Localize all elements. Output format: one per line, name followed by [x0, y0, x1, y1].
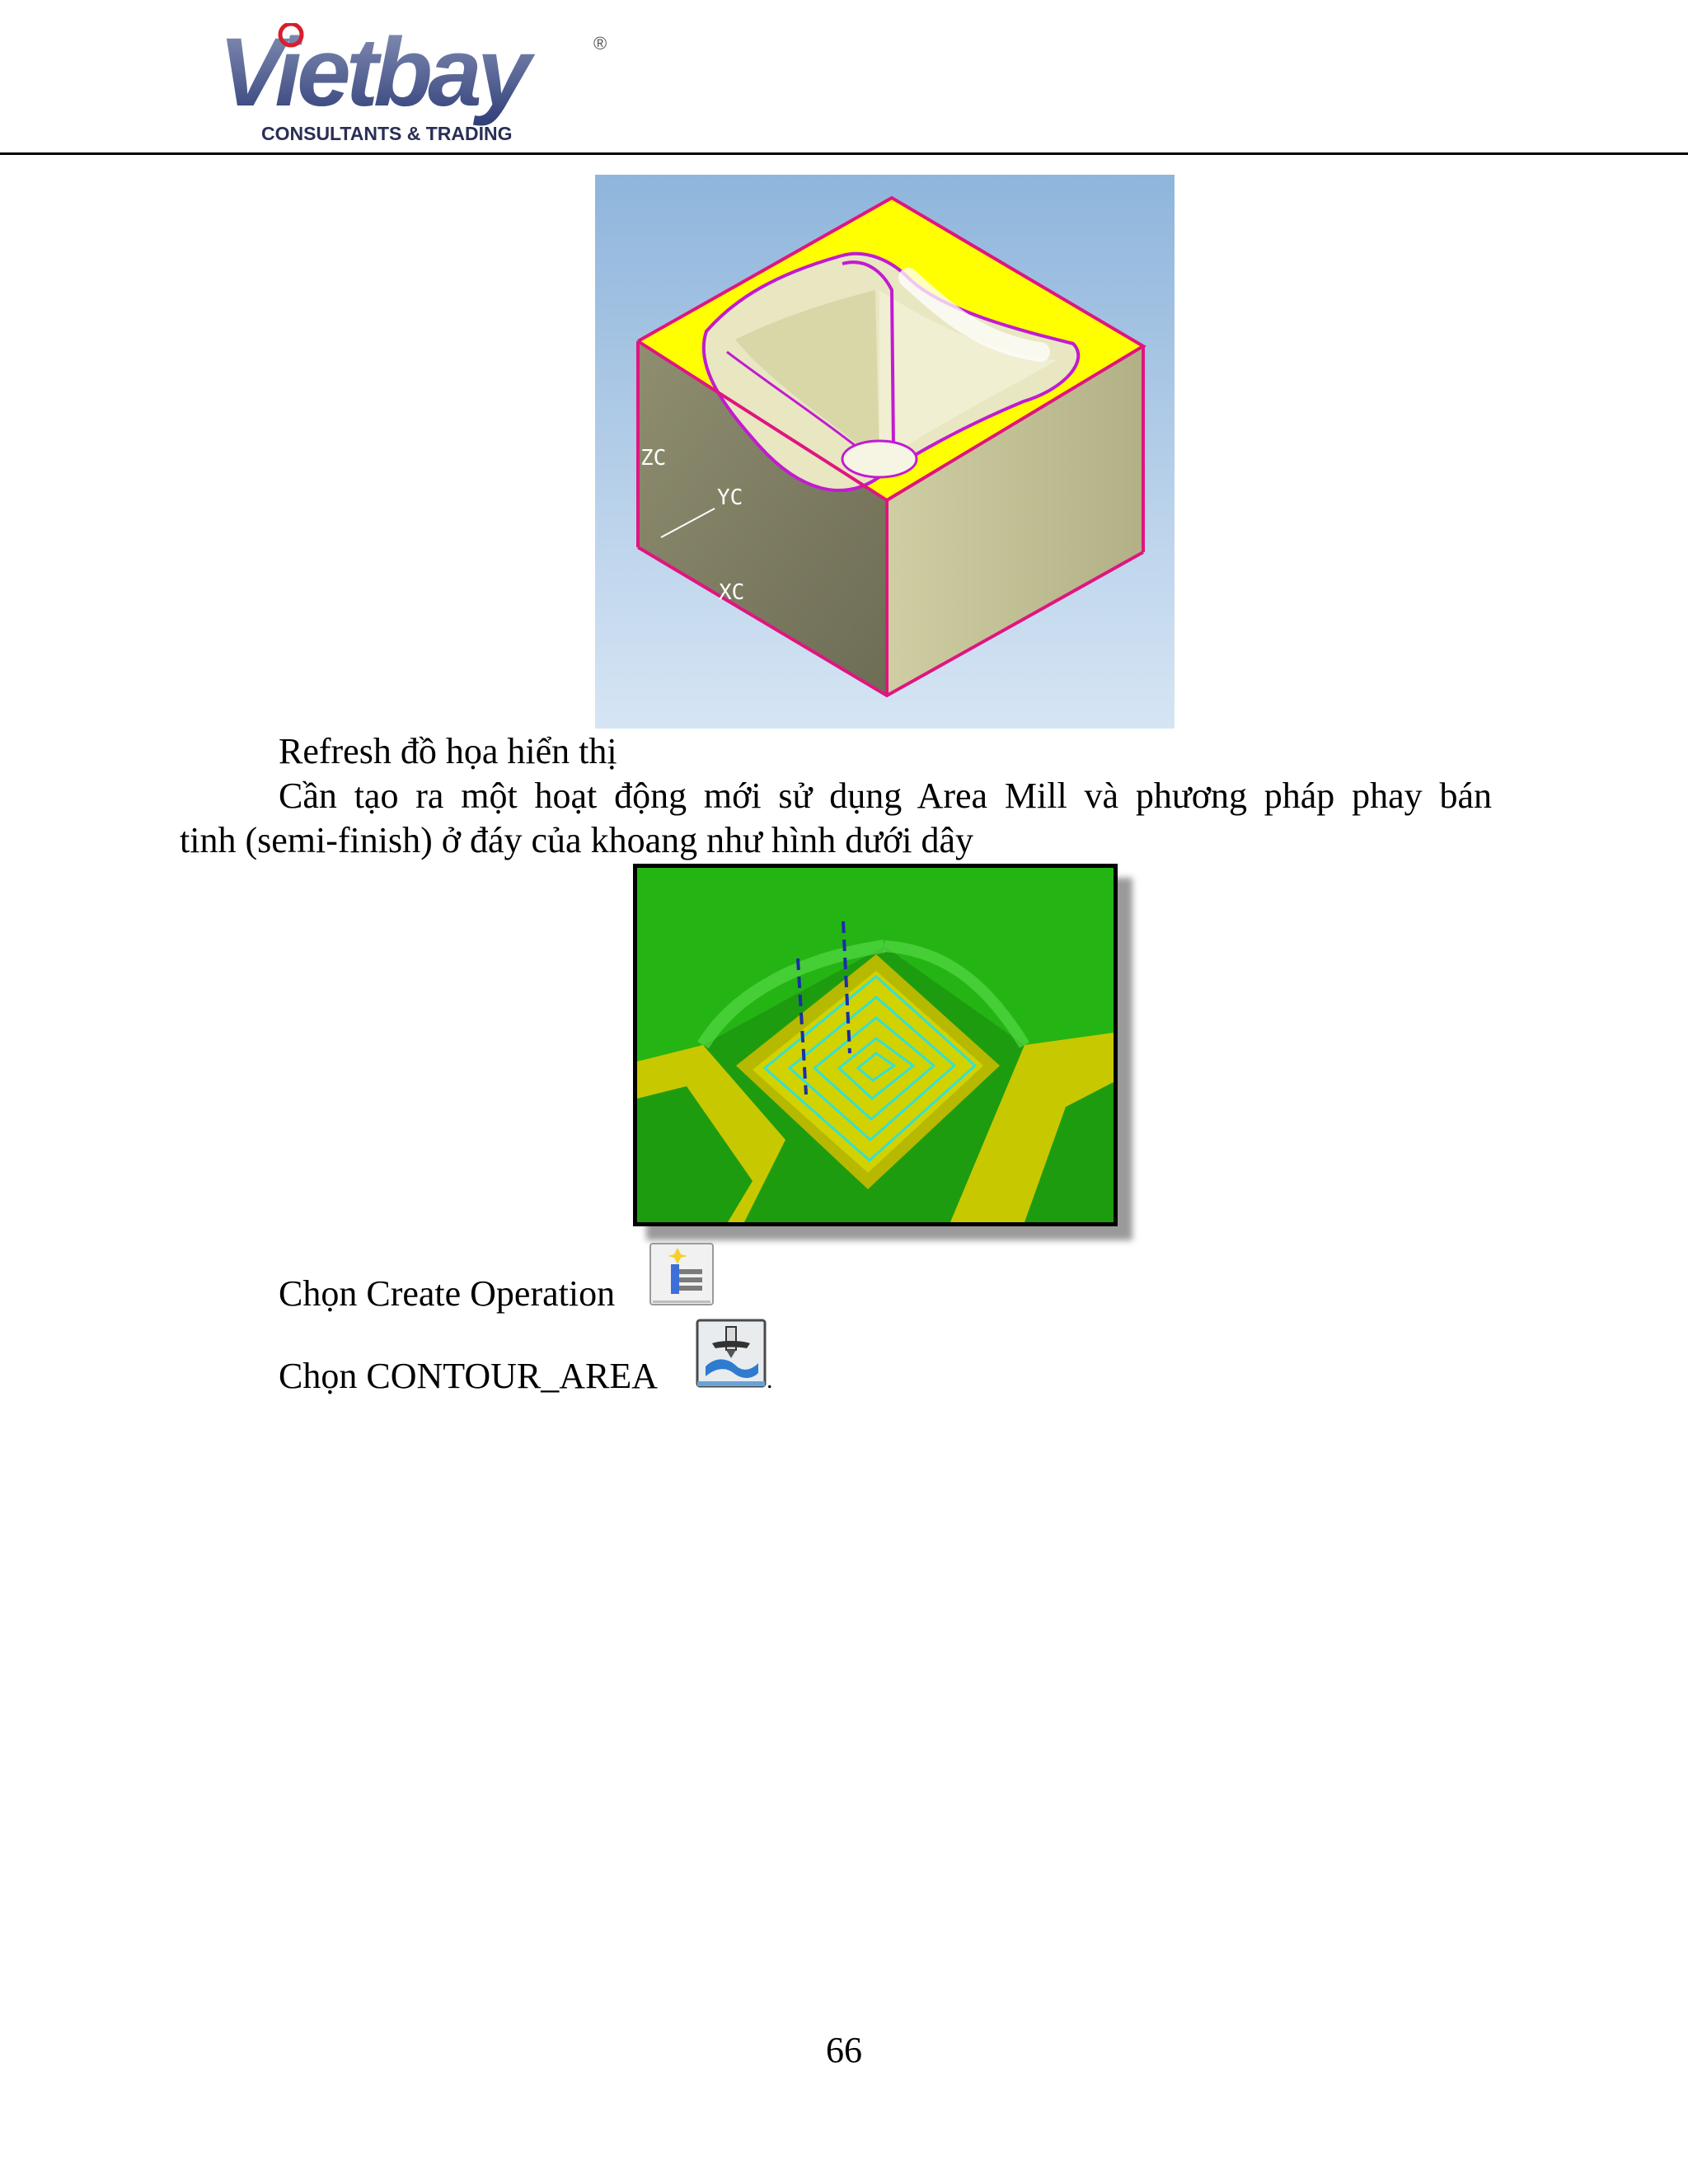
axis-label-yc: YC: [717, 485, 743, 510]
toolpath-canvas: [637, 868, 1114, 1222]
registered-mark: ®: [593, 33, 607, 54]
paragraph-instruction-cont: tinh (semi-finish) ở đáy của khoang như hình dưới dây: [180, 820, 974, 860]
svg-text:Vietbay: Vietbay: [218, 23, 527, 127]
logo-tagline: CONSULTANTS & TRADING: [261, 123, 513, 144]
paragraph-refresh: Refresh đồ họa hiển thị: [279, 731, 617, 771]
axis-label-zc: ZC: [640, 446, 667, 471]
paragraph-create-operation: Chọn Create Operation: [279, 1273, 616, 1314]
paragraph-contour-area: Chọn CONTOUR_AREA: [279, 1356, 659, 1396]
trailing-period: .: [767, 1366, 773, 1394]
paragraph-instruction: Cần tạo ra một hoạt động mới sử dụng Area Mill và phương pháp phay bán: [279, 776, 1492, 816]
contour-area-icon[interactable]: [696, 1319, 767, 1388]
header-rule: [0, 152, 1688, 155]
toolpath-figure: [633, 864, 1118, 1226]
cavity-block-figure: [595, 175, 1175, 729]
axis-label-xc: XC: [719, 580, 745, 605]
create-operation-icon[interactable]: [649, 1243, 714, 1305]
vietbay-logo: [218, 23, 614, 147]
page-number: 66: [826, 2030, 862, 2070]
